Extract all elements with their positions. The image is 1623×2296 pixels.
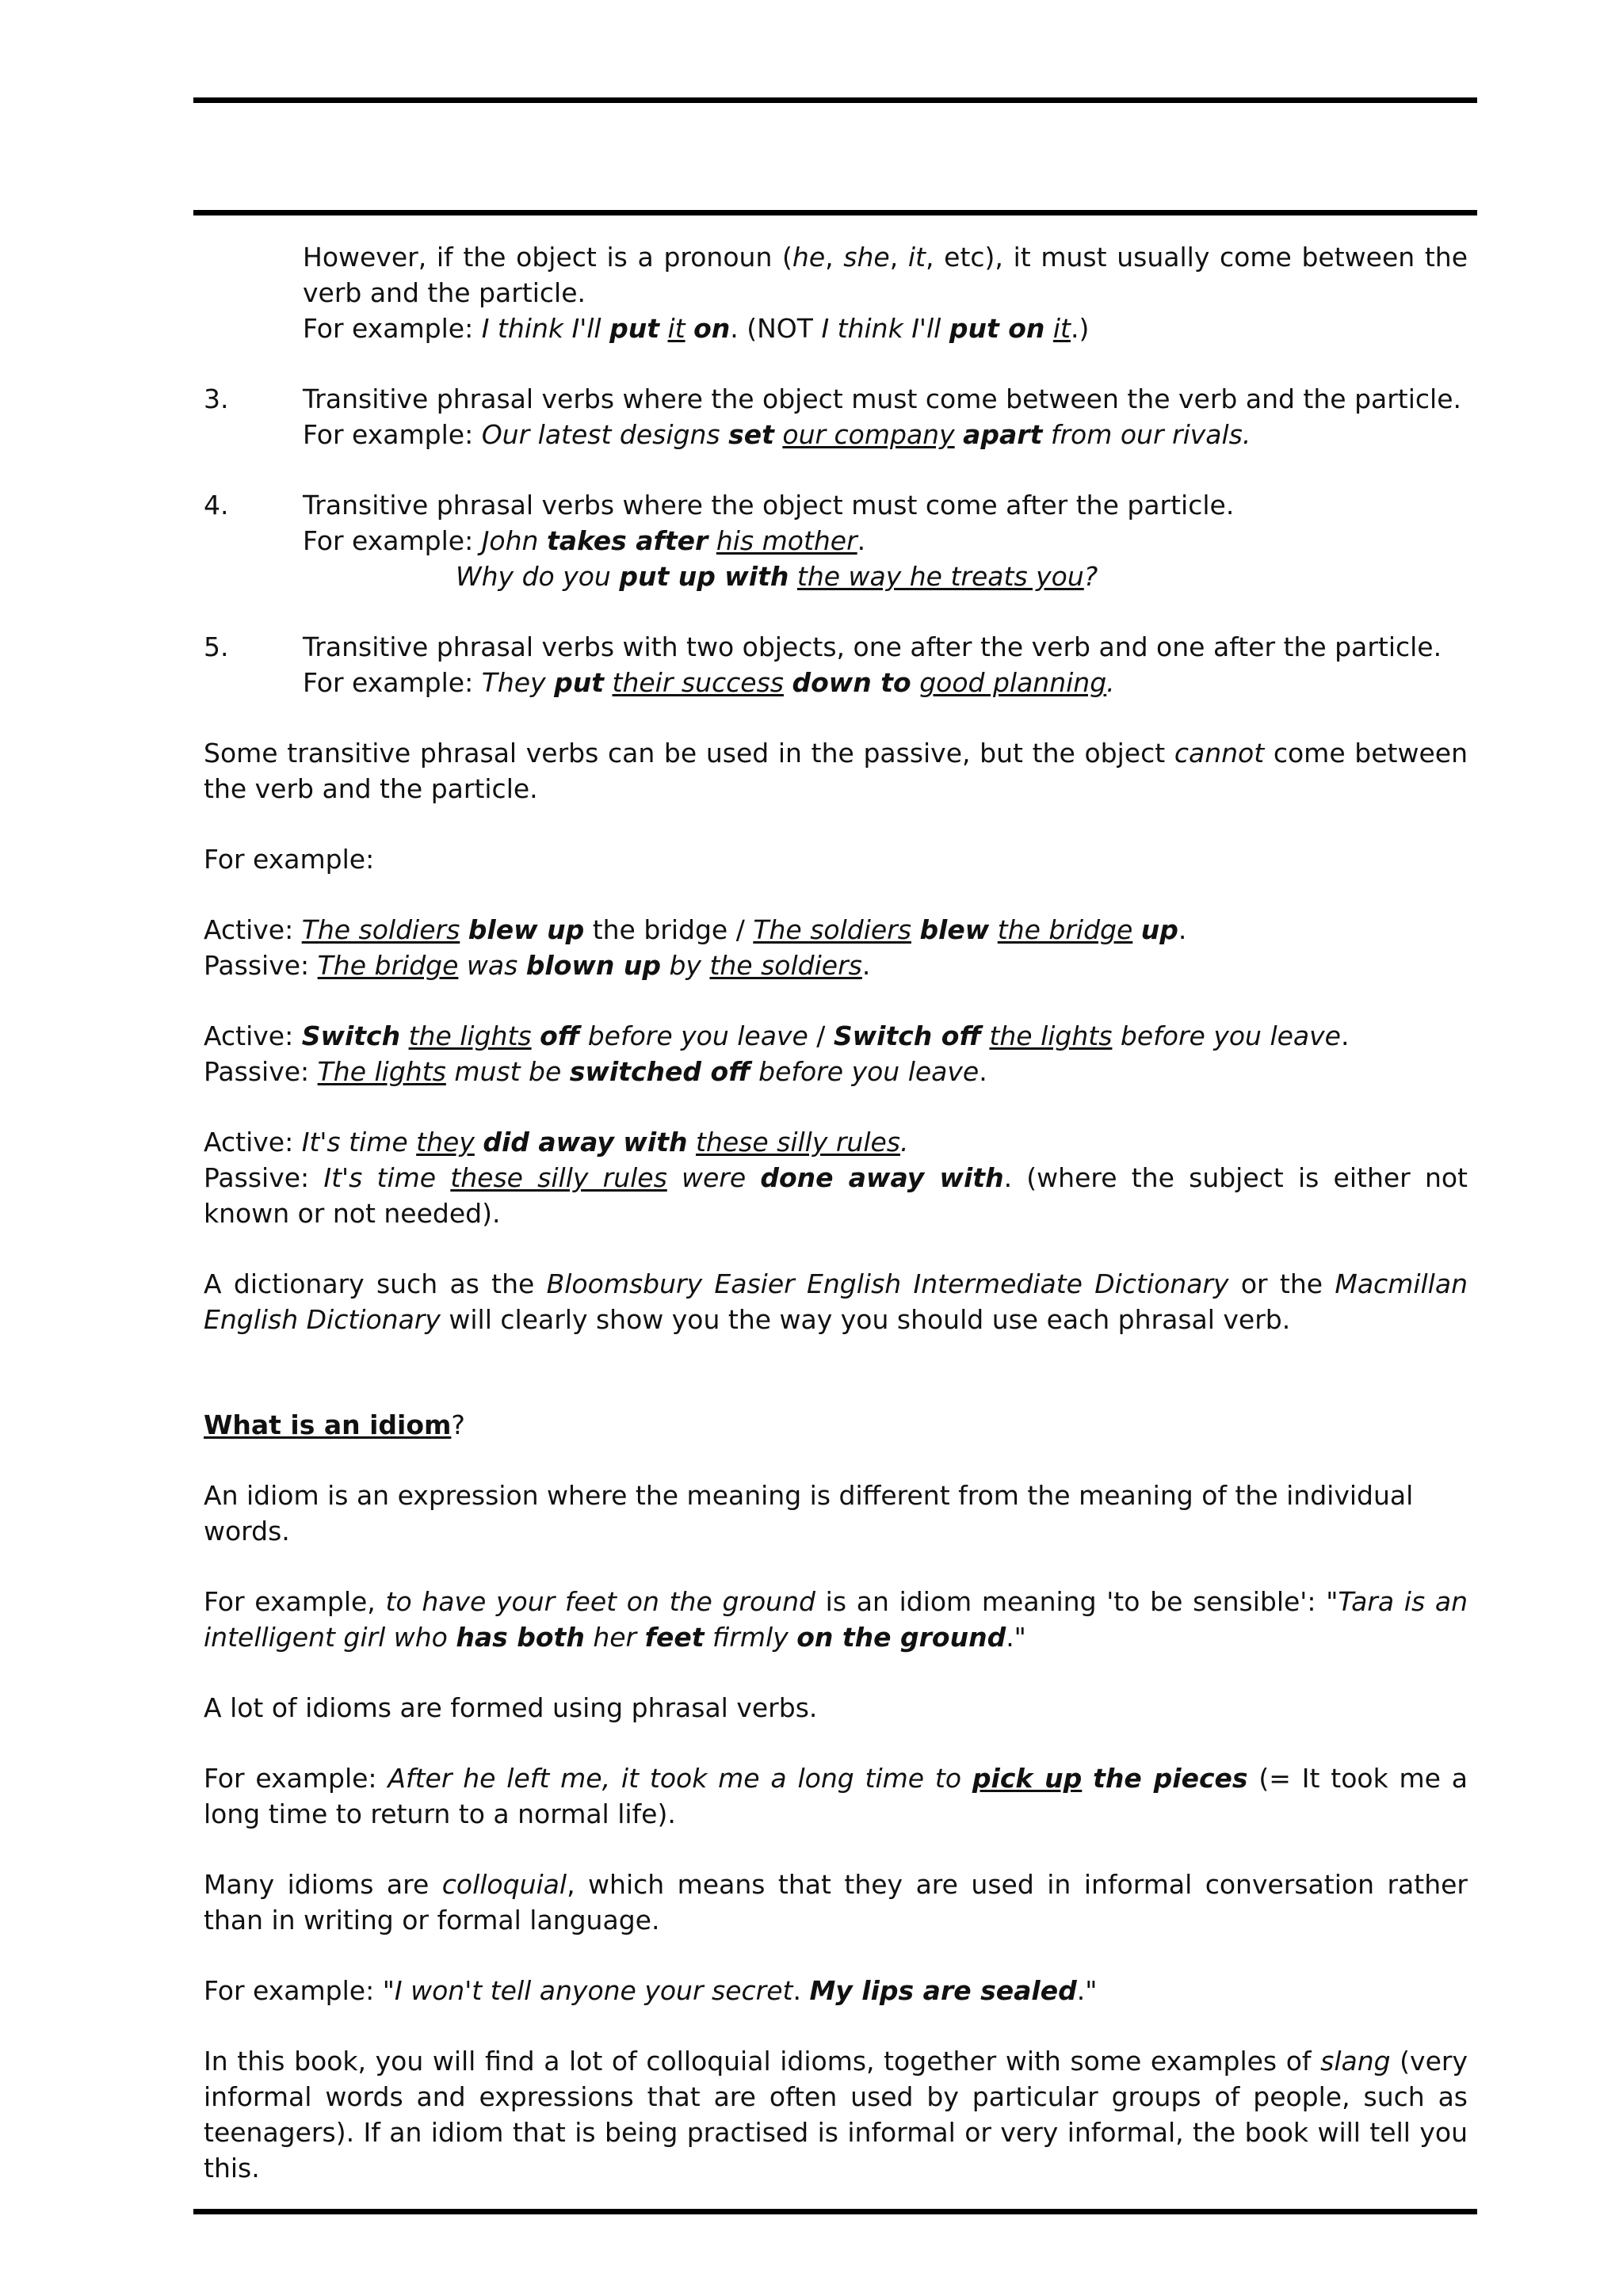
active-example-3: Active: It's time they did away with these silly rules. (204, 1127, 909, 1158)
footer-rule (193, 2209, 1477, 2214)
for-example-label: For example: (204, 844, 375, 875)
idioms-phrasal-note: A lot of idioms are formed using phrasal verbs. (204, 1692, 818, 1723)
pieces-example: For example: After he left me, it took me a long time to pick up the pieces (= It took me a long time to return to a normal life). (204, 1763, 1468, 1829)
pronoun-note: However, if the object is a pronoun (he, she, it, etc), it must usually come between the verb and the particle. (303, 242, 1468, 308)
colloquial-note: Many idioms are colloquial, which means that they are used in informal conversation rather than in writing or formal language. (204, 1869, 1468, 1936)
list-item-5 (204, 629, 1468, 700)
list-item-4 (204, 487, 1468, 594)
list-number: 4. (204, 490, 229, 521)
list-item-description: Transitive phrasal verbs where the object must come between the verb and the particle. (303, 383, 1462, 414)
slang-note: In this book, you will find a lot of colloquial idioms, together with some examples of slang (very informal words and expressions that are often used by particular groups of people, such as teenagers). If an idiom that is being practised is informal or very informal, the book will tell you this. (204, 2046, 1468, 2183)
list-item-example: For example: They put their success down to good planning. (303, 667, 1115, 698)
list-item-description: Transitive phrasal verbs where the object must come after the particle. (303, 490, 1235, 521)
dictionary-note: A dictionary such as the Bloomsbury Easier English Intermediate Dictionary or the Macmillan English Dictionary will clearly show you the way you should use each phrasal verb. (204, 1268, 1468, 1335)
header-rule (193, 210, 1477, 215)
passive-intro: Some transitive phrasal verbs can be used in the passive, but the object cannot come between the verb and the particle. (204, 738, 1468, 804)
list-number: 3. (204, 383, 229, 414)
idiom-definition: An idiom is an expression where the meaning is different from the meaning of the individual words. (204, 1480, 1414, 1547)
passive-example-2: Passive: The lights must be switched off before you leave. (204, 1056, 987, 1087)
passive-example-3: Passive: It's time these silly rules were done away with. (where the subject is either not known or not needed). (204, 1162, 1468, 1229)
section-heading: What is an idiom? (204, 1409, 465, 1440)
passive-example-1: Passive: The bridge was blown up by the soldiers. (204, 950, 871, 981)
list-item-example: For example: Our latest designs set our company apart from our rivals. (303, 419, 1251, 450)
top-rule (193, 97, 1477, 103)
pronoun-example: For example: I think I'll put it on. (NOT I think I'll put on it.) (303, 313, 1090, 344)
active-example-1: Active: The soldiers blew up the bridge / The soldiers blew the bridge up. (204, 914, 1187, 945)
list-item-example-2: Why do you put up with the way he treats you? (456, 561, 1098, 592)
list-number: 5. (204, 631, 229, 662)
idiom-example: For example, to have your feet on the ground is an idiom meaning 'to be sensible': "Tara is an intelligent girl who has both her feet firmly on the ground." (204, 1586, 1468, 1653)
document-body (204, 239, 1468, 2186)
list-item-example: For example: John takes after his mother. (303, 525, 866, 556)
list-item-3 (204, 381, 1468, 452)
secret-example: For example: "I won't tell anyone your secret. My lips are sealed." (204, 1975, 1098, 2006)
list-item-description: Transitive phrasal verbs with two objects, one after the verb and one after the particle. (303, 631, 1442, 662)
active-example-2: Active: Switch the lights off before you leave / Switch off the lights before you leave. (204, 1020, 1350, 1051)
